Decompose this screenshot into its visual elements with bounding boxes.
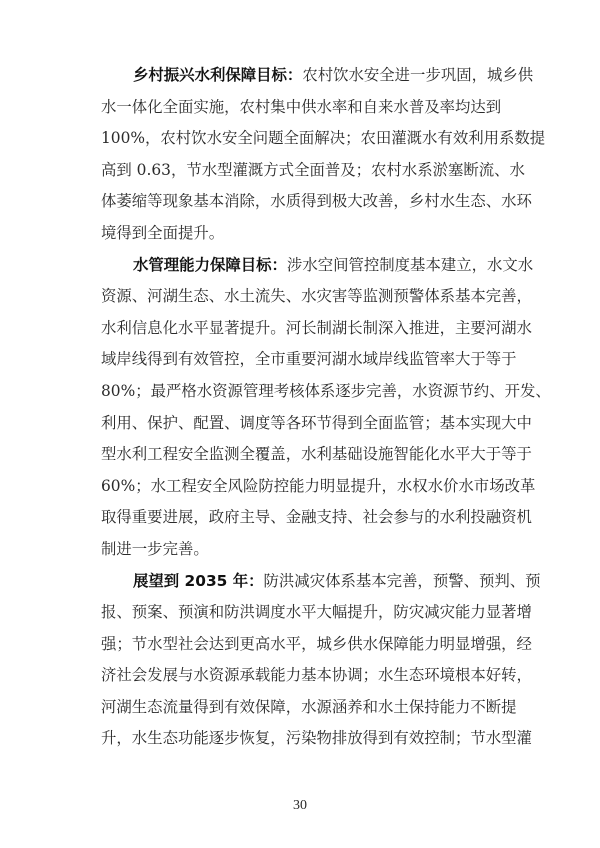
- line-text: 济社会发展与水资源承载能力基本协调；水生态环境根本好转，: [101, 666, 532, 685]
- text-line: [101, 186, 532, 218]
- line-text: 高到 0.63，节水型灌溉方式全面普及；农村水系淤塞断流、水: [101, 160, 525, 179]
- text-line: [101, 60, 534, 92]
- text-line: [101, 376, 551, 408]
- line-text: 100%，农村饮水安全问题全面解决；农田灌溉水有效利用系数提: [101, 129, 546, 148]
- line-text: 水利信息化水平显著提升。河长制湖长制深入推进，主要河湖水: [101, 318, 532, 337]
- text-line: [101, 218, 501, 250]
- text-line: [101, 123, 546, 155]
- line-text: 型水利工程安全监测全覆盖，水利基础设施智能化水平大于等于: [101, 445, 532, 464]
- text-line: [101, 439, 532, 471]
- text-line: [101, 344, 517, 376]
- line-text: 境得到全面提升。: [101, 223, 225, 242]
- line-text: 防洪减灾体系基本完善，预警、预判、预: [263, 571, 541, 590]
- line-text: 制进一步完善。: [101, 539, 209, 558]
- line-text: 河湖生态流量得到有效保障，水源涵养和水土保持能力不断提: [101, 697, 517, 716]
- line-text: 涉水空间管控制度基本建立，水文水: [286, 255, 534, 274]
- paragraph: [101, 250, 551, 566]
- line-text: 强；节水型社会达到更高水平，城乡供水保障能力明显增强，经: [101, 634, 532, 653]
- text-line: [101, 597, 532, 629]
- line-text: 体萎缩等现象基本消除，水质得到极大改善，乡村水生态、水环: [101, 192, 532, 211]
- paragraph: [101, 566, 541, 756]
- line-text: 报、预案、预演和防洪调度水平大幅提升，防灾减灾能力显著增: [101, 603, 532, 622]
- line-text: 农村饮水安全进一步巩固，城乡供: [302, 66, 534, 84]
- text-line: [101, 723, 532, 755]
- text-line: [101, 660, 532, 692]
- text-line: [101, 534, 501, 566]
- line-text: 升，水生态功能逐步恢复，污染物排放得到有效控制；节水型灌: [101, 729, 532, 748]
- line-text: 取得重要进展，政府主导、金融支持、社会参与的水利投融资机: [101, 508, 532, 527]
- line-text: 域岸线得到有效管控，全市重要河湖水域岸线监管率大于等于: [101, 350, 517, 369]
- text-line: [101, 629, 532, 661]
- line-text: 资源、河湖生态、水土流失、水灾害等监测预警体系基本完善，: [101, 287, 532, 306]
- text-line: [101, 92, 501, 124]
- text-line: [101, 250, 534, 282]
- text-line: [101, 502, 532, 534]
- line-text: 利用、保护、配置、调度等各环节得到全面监管；基本实现大中: [101, 413, 532, 432]
- line-text: 60%；水工程安全风险防控能力明显提升，水权水价水市场改革: [101, 476, 536, 495]
- text-line: [101, 281, 532, 313]
- paragraph-heading: 水管理能力保障目标：: [133, 255, 287, 274]
- document-body: [101, 60, 551, 755]
- text-line: [101, 692, 517, 724]
- text-line: [101, 471, 536, 503]
- text-line: [101, 155, 525, 187]
- text-line: [101, 408, 532, 440]
- line-text: 水一体化全面实施，农村集中供水率和自来水普及率均达到: [101, 97, 502, 116]
- text-line: [101, 566, 541, 598]
- paragraph-heading: 乡村振兴水利保障目标：: [133, 66, 303, 84]
- text-line: [101, 313, 532, 345]
- paragraph-heading: 展望到 2035 年：: [133, 571, 264, 590]
- line-text: 80%；最严格水资源管理考核体系逐步完善，水资源节约、开发、: [101, 381, 551, 400]
- paragraph: [101, 60, 546, 250]
- page-number: 30: [293, 798, 307, 813]
